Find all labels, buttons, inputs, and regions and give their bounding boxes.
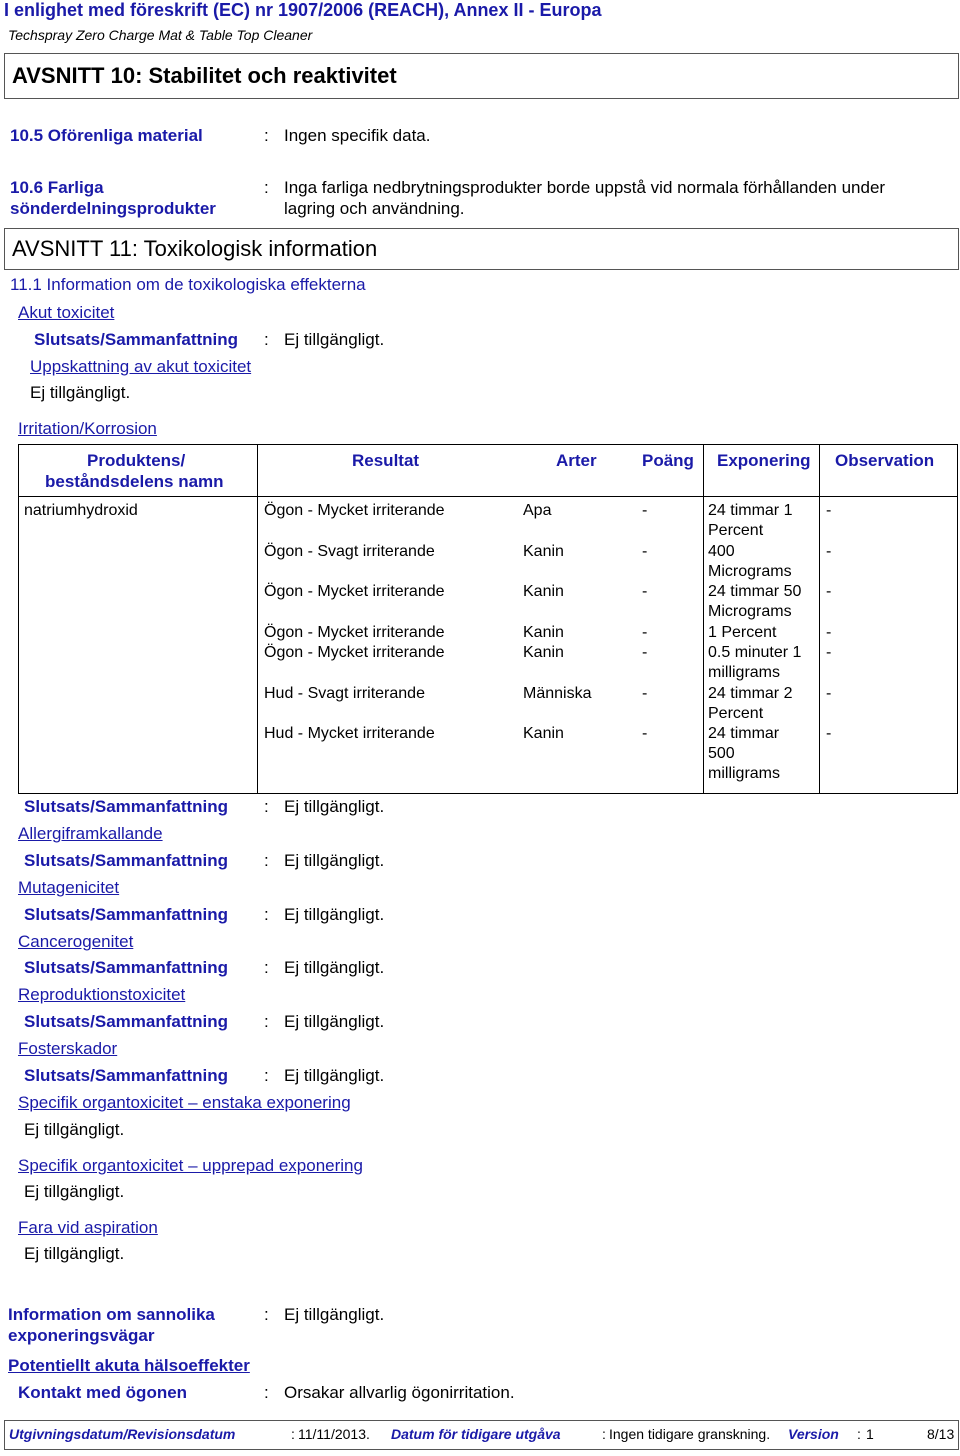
col-header-product-2: beståndsdelens namn	[45, 472, 224, 491]
col-header-score: Poäng	[642, 451, 694, 470]
carcinogenicity-heading: Cancerogenitet	[18, 932, 134, 951]
allergy-summary-value: Ej tillgängligt.	[284, 851, 385, 870]
footer-colon: :	[602, 1426, 606, 1442]
row-species: Människa	[523, 685, 592, 702]
colon: :	[264, 1012, 269, 1031]
item-10-5-label: 10.5 Oförenliga material	[10, 126, 203, 145]
eye-contact-label: Kontakt med ögonen	[18, 1383, 188, 1402]
col-header-observation: Observation	[835, 451, 935, 470]
exposure-routes-label-2: exponeringsvägar	[8, 1326, 155, 1345]
row-exposure-2: milligrams	[708, 664, 780, 681]
row-score: -	[642, 502, 648, 519]
table-col-divider	[703, 444, 704, 794]
stot-single-value: Ej tillgängligt.	[24, 1120, 125, 1139]
colon: :	[264, 1305, 269, 1324]
row-exposure-1: 24 timmar	[708, 725, 780, 742]
row-exposure-2: Micrograms	[708, 563, 792, 580]
item-10-5-value: Ingen specifik data.	[284, 126, 431, 145]
row-observation: -	[826, 685, 832, 702]
reproductive-heading: Reproduktionstoxicitet	[18, 985, 186, 1004]
row-observation: -	[826, 725, 832, 742]
stot-repeated-heading: Specifik organtoxicitet – upprepad exponering	[18, 1156, 363, 1175]
row-species: Apa	[523, 502, 552, 519]
row-exposure-1: 24 timmar 2	[708, 685, 793, 702]
eye-contact-value: Orsakar allvarlig ögonirritation.	[284, 1383, 515, 1402]
row-species: Kanin	[523, 624, 564, 641]
acute-estimate-value: Ej tillgängligt.	[30, 383, 131, 402]
stot-single-heading: Specifik organtoxicitet – enstaka exponering	[18, 1093, 351, 1112]
colon: :	[264, 1066, 269, 1085]
row-result: Hud - Mycket irriterande	[264, 725, 435, 742]
row-result: Hud - Svagt irriterande	[264, 685, 425, 702]
colon: :	[264, 851, 269, 870]
row-species: Kanin	[523, 543, 564, 560]
row-exposure-2: Micrograms	[708, 603, 792, 620]
row-observation: -	[826, 502, 832, 519]
stot-repeated-value: Ej tillgängligt.	[24, 1182, 125, 1201]
row-exposure-1: 0.5 minuter 1	[708, 644, 802, 661]
aspiration-value: Ej tillgängligt.	[24, 1244, 125, 1263]
exposure-routes-label-1: Information om sannolika	[8, 1305, 215, 1324]
fetal-summary-label: Slutsats/Sammanfattning	[24, 1066, 229, 1085]
row-score: -	[642, 725, 648, 742]
colon: :	[264, 958, 269, 977]
document-title: I enlighet med föreskrift (EC) nr 1907/2006 (REACH), Annex II - Europa	[4, 0, 602, 20]
irritation-summary-label: Slutsats/Sammanfattning	[24, 797, 229, 816]
mutagenicity-summary-label: Slutsats/Sammanfattning	[24, 905, 229, 924]
row-species: Kanin	[523, 644, 564, 661]
allergy-heading: Allergiframkallande	[18, 824, 163, 843]
item-10-6-label-2: sönderdelningsprodukter	[10, 199, 216, 218]
row-exposure-1: 24 timmar 50	[708, 583, 802, 600]
carcinogenicity-summary-label: Slutsats/Sammanfattning	[24, 958, 229, 977]
col-header-species: Arter	[556, 451, 597, 470]
footer-prev-value: Ingen tidigare granskning.	[609, 1426, 771, 1442]
footer-page-number: 8/13	[927, 1426, 955, 1442]
row-exposure-3: milligrams	[708, 765, 780, 782]
col-header-result: Resultat	[352, 451, 420, 470]
col-header-exposure: Exponering	[717, 451, 811, 470]
row-score: -	[642, 624, 648, 641]
colon: :	[264, 1383, 269, 1402]
row-observation: -	[826, 644, 832, 661]
fetal-summary-value: Ej tillgängligt.	[284, 1066, 385, 1085]
footer-version-value: 1	[866, 1426, 874, 1442]
reproductive-summary-label: Slutsats/Sammanfattning	[24, 1012, 229, 1031]
col-header-product-1: Produktens/	[87, 451, 186, 470]
row-observation: -	[826, 543, 832, 560]
carcinogenicity-summary-value: Ej tillgängligt.	[284, 958, 385, 977]
row-result: Ögon - Svagt irriterande	[264, 543, 435, 560]
footer-version-label: Version	[788, 1426, 839, 1442]
acute-estimate-heading: Uppskattning av akut toxicitet	[30, 357, 252, 376]
row-exposure-1: 400	[708, 543, 735, 560]
row-exposure-2: Percent	[708, 705, 764, 722]
row-score: -	[642, 583, 648, 600]
product-name: Techspray Zero Charge Mat & Table Top Cleaner	[8, 27, 313, 43]
allergy-summary-label: Slutsats/Sammanfattning	[24, 851, 229, 870]
section-11-title: AVSNITT 11: Toxikologisk information	[12, 236, 378, 261]
row-result: Ögon - Mycket irriterande	[264, 644, 445, 661]
section-10-title: AVSNITT 10: Stabilitet och reaktivitet	[12, 63, 397, 88]
table-col-divider	[257, 444, 258, 794]
colon: :	[264, 797, 269, 816]
row-observation: -	[826, 624, 832, 641]
section-11-box	[4, 228, 959, 270]
row-score: -	[642, 543, 648, 560]
aspiration-heading: Fara vid aspiration	[18, 1218, 158, 1237]
table-col-divider	[819, 444, 820, 794]
mutagenicity-heading: Mutagenicitet	[18, 878, 120, 897]
footer-prev-label: Datum för tidigare utgåva	[391, 1426, 561, 1442]
footer-colon: :	[857, 1426, 861, 1442]
row-species: Kanin	[523, 725, 564, 742]
row-observation: -	[826, 583, 832, 600]
row-exposure-1: 1 Percent	[708, 624, 777, 641]
page-footer	[4, 1420, 959, 1450]
footer-date-value: 11/11/2013.	[298, 1426, 370, 1442]
row-exposure-1: 24 timmar 1	[708, 502, 793, 519]
row-score: -	[642, 685, 648, 702]
footer-date-label: Utgivningsdatum/Revisionsdatum	[9, 1426, 236, 1442]
fetal-heading: Fosterskador	[18, 1039, 118, 1058]
row-species: Kanin	[523, 583, 564, 600]
colon: :	[264, 330, 269, 349]
footer-colon: :	[291, 1426, 295, 1442]
row-score: -	[642, 644, 648, 661]
substance-name: natriumhydroxid	[24, 502, 138, 519]
row-result: Ögon - Mycket irriterande	[264, 502, 445, 519]
item-10-6-value-2: lagring och användning.	[284, 199, 465, 218]
item-10-6-label-1: 10.6 Farliga	[10, 178, 104, 197]
exposure-routes-value: Ej tillgängligt.	[284, 1305, 385, 1324]
colon: :	[264, 126, 269, 145]
row-exposure-2: 500	[708, 745, 735, 762]
table-header-divider	[18, 496, 958, 497]
acute-effects-heading: Potentiellt akuta hälsoeffekter	[8, 1356, 250, 1375]
irritation-heading: Irritation/Korrosion	[18, 419, 157, 438]
section-10-box	[4, 53, 959, 99]
row-result: Ögon - Mycket irriterande	[264, 624, 445, 641]
section-11-subtitle: 11.1 Information om de toxikologiska effekterna	[10, 275, 366, 294]
irritation-summary-value: Ej tillgängligt.	[284, 797, 385, 816]
mutagenicity-summary-value: Ej tillgängligt.	[284, 905, 385, 924]
acute-summary-label: Slutsats/Sammanfattning	[34, 330, 239, 349]
item-10-6-value-1: Inga farliga nedbrytningsprodukter borde uppstå vid normala förhållanden under	[284, 178, 886, 197]
colon: :	[264, 178, 269, 197]
row-result: Ögon - Mycket irriterande	[264, 583, 445, 600]
acute-toxicity-heading: Akut toxicitet	[18, 303, 115, 322]
colon: :	[264, 905, 269, 924]
row-exposure-2: Percent	[708, 522, 764, 539]
acute-summary-value: Ej tillgängligt.	[284, 330, 385, 349]
reproductive-summary-value: Ej tillgängligt.	[284, 1012, 385, 1031]
